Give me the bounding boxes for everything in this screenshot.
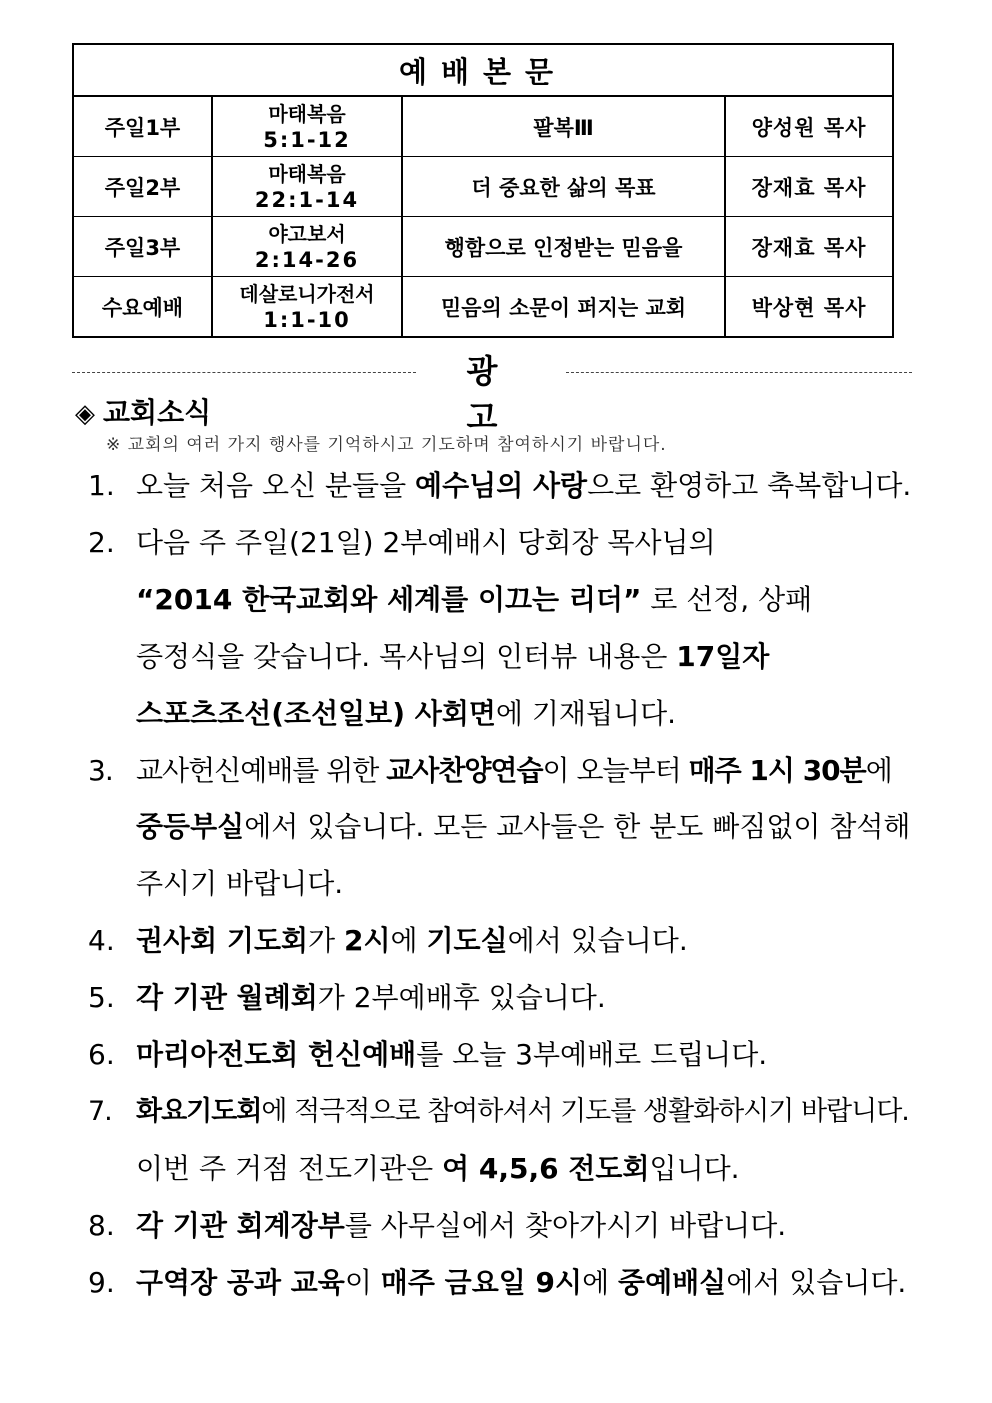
- table-row: [73, 157, 893, 217]
- announcement-highlight: “2014 한국교회와 세계를 이끄는 리더”: [136, 583, 642, 616]
- announcement-text: 에서 있습니다. 모든 교사들은 한 분도 빠짐없이 참석해: [244, 810, 911, 843]
- announcement-line: [136, 639, 769, 675]
- announcement-number: 2.: [88, 526, 115, 559]
- announcement-highlight: 교사찬양연습: [386, 754, 543, 787]
- announcement-text: 주시기 바랍니다.: [136, 867, 344, 900]
- table-row: [73, 217, 893, 277]
- announcement-line: [88, 980, 606, 1016]
- service-name: 주일2부: [73, 157, 212, 217]
- announcement-text: 으로 환영하고 축복합니다.: [587, 469, 912, 502]
- scripture-book: 데살로니가전서: [239, 281, 375, 306]
- announcement-line: [88, 525, 716, 561]
- announcement-text: 에: [582, 1266, 619, 1299]
- announcement-text: 로 선정, 상패: [641, 583, 813, 616]
- sermon-title: 믿음의 소문이 퍼지는 교회: [402, 277, 725, 338]
- service-name: 주일1부: [73, 96, 212, 157]
- announcement-text: 증정식을 갖습니다. 목사님의 인터뷰 내용은: [136, 640, 677, 673]
- announcement-text: 오늘 처음 오신 분들을: [136, 469, 416, 502]
- announcement-highlight: 화요기도회: [136, 1096, 262, 1127]
- announcement-highlight: 스포츠조선(조선일보) 사회면: [136, 697, 496, 730]
- announcement-text: 이번 주 거점 전도기관은: [136, 1152, 443, 1185]
- preacher: 장재효 목사: [725, 217, 893, 277]
- announcement-line: [88, 1037, 767, 1073]
- announcement-text: 에: [390, 924, 427, 957]
- announcement-line: [88, 468, 911, 504]
- announcement-number: 3.: [88, 754, 113, 787]
- announcement-text: 를 사무실에서 찾아가시기 바랍니다.: [344, 1209, 787, 1242]
- scripture-book: 마태복음: [268, 161, 346, 186]
- announcement-line: [136, 809, 910, 845]
- dashed-divider: [566, 372, 912, 373]
- announcement-line: [88, 1208, 786, 1244]
- announcement-number: 8.: [88, 1209, 115, 1242]
- table-row: [73, 96, 893, 157]
- announcement-line: [88, 1265, 906, 1301]
- announcement-text: 에서 있습니다.: [726, 1266, 907, 1299]
- diamond-icon: ◈: [75, 399, 95, 429]
- announcement-text: 가 2부예배후 있습니다.: [317, 981, 606, 1014]
- sermon-title: 팔복Ⅲ: [402, 96, 725, 157]
- scripture-book: 야고보서: [268, 221, 346, 246]
- table-title: 예배본문: [73, 44, 893, 96]
- section-note: ※ 교회의 여러 가지 행사를 기억하시고 기도하며 참여하시기 바랍니다.: [106, 435, 667, 455]
- announcement-text: 입니다.: [649, 1152, 740, 1185]
- announcement-highlight: 중등부실: [136, 810, 245, 843]
- announcement-number: 6.: [88, 1038, 115, 1071]
- announcement-line: [136, 582, 812, 618]
- announcement-text: 이 오늘부터: [542, 754, 689, 787]
- announcement-highlight: 중예배실: [618, 1266, 727, 1299]
- announcement-number: 1.: [88, 469, 115, 502]
- announcement-highlight: 구역장 공과 교육: [136, 1266, 345, 1299]
- announcement-line: [136, 1151, 740, 1187]
- sermon-title: 행함으로 인정받는 믿음을: [402, 217, 725, 277]
- announcement-text: 가: [308, 924, 344, 957]
- scripture: [212, 96, 402, 157]
- announcement-text: 에서 있습니다.: [507, 924, 688, 957]
- section-heading: [75, 391, 211, 431]
- scripture: [212, 157, 402, 217]
- scripture: [212, 217, 402, 277]
- announcement-text: 다음 주 주일(21일) 2부예배시 당회장 목사님의: [136, 526, 716, 559]
- announcement-number: 4.: [88, 924, 115, 957]
- service-name: 주일3부: [73, 217, 212, 277]
- announcement-text: 를 오늘 3부예배로 드립니다.: [416, 1038, 768, 1071]
- sermon-table: [72, 43, 894, 338]
- announcement-highlight: 2시: [344, 924, 391, 957]
- dashed-divider: [72, 372, 416, 373]
- announcement-line: [136, 696, 676, 732]
- announcement-text: 에 기재됩니다.: [495, 697, 677, 730]
- preacher: 장재효 목사: [725, 157, 893, 217]
- announcement-highlight: 마리아전도회 헌신예배: [136, 1038, 417, 1071]
- announcement-line: [136, 866, 343, 902]
- announcement-highlight: 각 기관 월례회: [136, 981, 318, 1014]
- announcement-highlight: 기도실: [426, 924, 508, 957]
- announcement-line: [88, 1094, 909, 1130]
- announcement-highlight: 여 4,5,6 전도회: [442, 1152, 650, 1185]
- announcement-number: 9.: [88, 1266, 115, 1299]
- service-name: 수요예배: [73, 277, 212, 338]
- announcement-line: [88, 923, 688, 959]
- announcement-text: 에 적극적으로 참여하셔서 기도를 생활화하시기 바랍니다.: [261, 1096, 909, 1127]
- scripture-ref: 2:14-26: [254, 247, 360, 272]
- preacher: 양성원 목사: [725, 96, 893, 157]
- preacher: 박상현 목사: [725, 277, 893, 338]
- announcement-highlight: 매주 금요일 9시: [380, 1266, 583, 1299]
- announcement-text: 이: [344, 1266, 381, 1299]
- announcement-highlight: 예수님의 사랑: [415, 469, 588, 502]
- announcement-number: 5.: [88, 981, 115, 1014]
- announcement-line: [88, 753, 892, 789]
- scripture: [212, 277, 402, 338]
- scripture-ref: 22:1-14: [254, 187, 360, 212]
- scripture-ref: 1:1-10: [263, 307, 351, 332]
- announcement-highlight: 각 기관 회계장부: [136, 1209, 345, 1242]
- announcement-highlight: 권사회 기도회: [136, 924, 309, 957]
- table-row: [73, 277, 893, 338]
- announcement-text: 에: [865, 754, 892, 787]
- section-title: 교회소식: [103, 396, 212, 429]
- announcement-highlight: 17일자: [676, 640, 770, 673]
- sermon-title: 더 중요한 삶의 목표: [402, 157, 725, 217]
- scripture-book: 마태복음: [268, 101, 346, 126]
- ad-title: 광고: [466, 352, 538, 436]
- announcement-number: 7.: [88, 1096, 112, 1127]
- scripture-ref: 5:1-12: [263, 127, 351, 152]
- announcement-highlight: 매주 1시 30분: [688, 754, 866, 787]
- announcement-text: 교사헌신예배를 위한: [136, 754, 387, 787]
